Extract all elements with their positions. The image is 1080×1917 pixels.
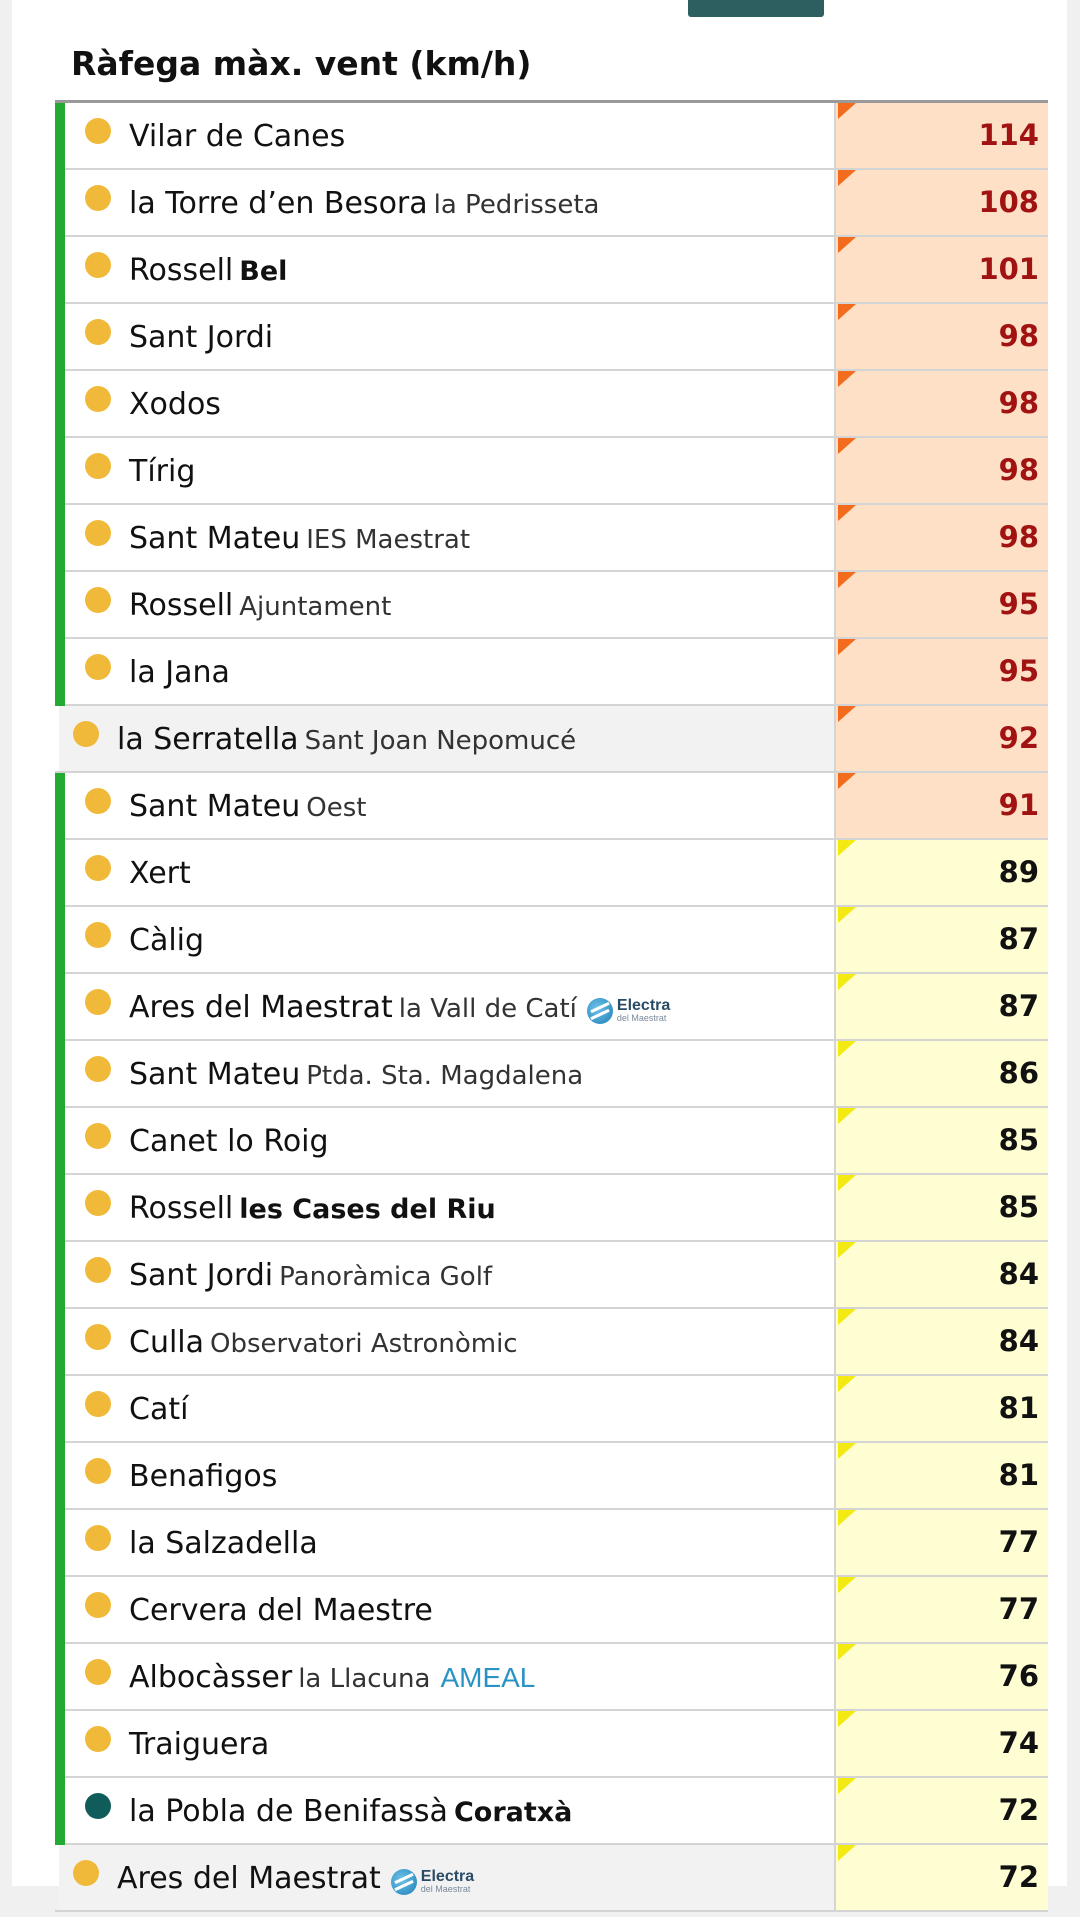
station-cell[interactable] <box>65 505 836 570</box>
station-label[interactable] <box>129 103 345 168</box>
status-dot-icon <box>85 855 111 881</box>
table-row[interactable] <box>55 237 1048 304</box>
level-flag-icon <box>838 1711 856 1727</box>
status-dot-icon <box>85 1726 111 1752</box>
gust-value: 86 <box>998 1056 1039 1090</box>
gust-value: 98 <box>998 319 1039 353</box>
level-flag-icon <box>838 1644 856 1660</box>
status-dot-icon <box>85 185 111 211</box>
station-label[interactable] <box>129 438 195 503</box>
gust-value-cell <box>836 572 1048 637</box>
gust-value: 89 <box>998 855 1039 889</box>
station-cell[interactable] <box>65 1577 836 1642</box>
table-row[interactable] <box>55 1175 1048 1242</box>
station-label[interactable] <box>129 1778 572 1843</box>
page-title: Ràfega màx. vent (km/h) <box>71 44 532 83</box>
station-label[interactable] <box>129 371 221 436</box>
station-label[interactable] <box>129 1309 518 1374</box>
gust-value: 84 <box>998 1324 1039 1358</box>
gust-value: 72 <box>998 1793 1039 1827</box>
station-label[interactable] <box>129 304 273 369</box>
station-name[interactable]: Sant Mateu <box>129 789 301 824</box>
station-name[interactable]: Xert <box>129 856 191 891</box>
level-flag-icon <box>838 1845 856 1861</box>
table-row[interactable] <box>55 1845 1048 1912</box>
level-flag-icon <box>838 304 856 320</box>
status-dot-icon <box>85 1123 111 1149</box>
status-dot-icon <box>85 788 111 814</box>
gust-value: 95 <box>998 587 1039 621</box>
level-flag-icon <box>838 103 856 119</box>
station-label[interactable] <box>129 572 391 637</box>
station-name[interactable]: la Serratella <box>117 722 299 757</box>
gust-value: 85 <box>998 1123 1039 1157</box>
gust-value-cell <box>836 371 1048 436</box>
station-name[interactable]: Rossell <box>129 1191 234 1226</box>
station-label[interactable] <box>129 1644 535 1709</box>
table-row[interactable] <box>55 1108 1048 1175</box>
station-label[interactable] <box>129 974 670 1039</box>
station-label[interactable] <box>129 1711 269 1776</box>
station-location: IES Maestrat <box>306 525 471 555</box>
table-row[interactable] <box>55 1041 1048 1108</box>
gust-value-cell <box>836 1309 1048 1374</box>
station-name[interactable]: Cervera del Maestre <box>129 1593 433 1628</box>
station-cell[interactable] <box>65 907 836 972</box>
table-row[interactable] <box>55 505 1048 572</box>
electra-wordmark <box>617 998 670 1023</box>
station-name[interactable]: la Torre d’en Besora <box>129 186 428 221</box>
gust-value: 87 <box>998 922 1039 956</box>
gust-value-cell <box>836 505 1048 570</box>
gust-value-cell <box>836 639 1048 704</box>
station-cell[interactable] <box>65 1778 836 1843</box>
station-cell[interactable] <box>59 1845 836 1910</box>
gust-value-cell <box>836 1242 1048 1307</box>
station-location: les Cases del Riu <box>239 1194 496 1225</box>
table-row[interactable] <box>55 1778 1048 1845</box>
station-label[interactable] <box>117 1845 474 1910</box>
station-cell[interactable] <box>65 1443 836 1508</box>
level-flag-icon <box>838 1041 856 1057</box>
station-cell[interactable] <box>65 170 836 235</box>
level-flag-icon <box>838 1376 856 1392</box>
gust-value-cell <box>836 170 1048 235</box>
status-dot-icon <box>85 1391 111 1417</box>
gust-value: 95 <box>998 654 1039 688</box>
table-row[interactable] <box>55 974 1048 1041</box>
station-cell[interactable] <box>65 572 836 637</box>
station-label[interactable] <box>129 237 287 302</box>
electra-wordmark-subtitle: del Maestrat <box>616 1013 667 1023</box>
table-row[interactable] <box>55 706 1048 773</box>
table-row[interactable] <box>55 438 1048 505</box>
gust-value: 101 <box>978 252 1039 286</box>
level-flag-icon <box>838 840 856 856</box>
station-cell[interactable] <box>65 304 836 369</box>
ameal-badge[interactable]: AMEAL <box>440 1662 536 1693</box>
station-name[interactable]: Sant Mateu <box>129 1057 301 1092</box>
table-row[interactable] <box>55 1309 1048 1376</box>
station-cell[interactable] <box>65 237 836 302</box>
gust-value: 84 <box>998 1257 1039 1291</box>
station-label[interactable] <box>129 1108 329 1173</box>
table-row[interactable] <box>55 371 1048 438</box>
station-name[interactable]: la Jana <box>129 655 230 690</box>
table-row[interactable] <box>55 1577 1048 1644</box>
gust-value-cell <box>836 304 1048 369</box>
gust-value-cell <box>836 103 1048 168</box>
station-name[interactable]: Sant Jordi <box>129 320 274 355</box>
gust-value: 91 <box>998 788 1039 822</box>
station-name[interactable]: Rossell <box>129 588 234 623</box>
station-label[interactable] <box>129 1041 583 1106</box>
station-name[interactable]: Càlig <box>129 923 205 958</box>
status-dot-icon <box>73 721 99 747</box>
station-label[interactable] <box>129 773 366 838</box>
gust-value-cell <box>836 1041 1048 1106</box>
table-row[interactable] <box>55 639 1048 706</box>
station-name[interactable]: la Pobla de Benifassà <box>129 1794 448 1829</box>
gust-value-cell <box>836 840 1048 905</box>
top-strip-cutoff <box>12 0 1067 16</box>
status-dot-icon <box>85 118 111 144</box>
gust-value: 81 <box>998 1391 1039 1425</box>
station-cell[interactable] <box>59 706 836 771</box>
station-name[interactable]: Canet lo Roig <box>129 1124 329 1159</box>
station-location: Panoràmica Golf <box>279 1262 493 1292</box>
station-label[interactable] <box>129 505 470 570</box>
station-label[interactable] <box>129 1242 492 1307</box>
level-flag-icon <box>838 1577 856 1593</box>
station-name[interactable]: Ares del Maestrat <box>117 1861 381 1896</box>
station-cell[interactable] <box>65 1041 836 1106</box>
electra-mark-icon <box>391 1869 417 1895</box>
gust-value: 85 <box>998 1190 1039 1224</box>
station-cell[interactable] <box>65 1510 836 1575</box>
status-dot-icon <box>85 587 111 613</box>
station-location: Coratxà <box>453 1797 573 1828</box>
station-name[interactable]: Vilar de Canes <box>129 119 346 154</box>
status-dot-icon <box>85 1525 111 1551</box>
station-name[interactable]: Ares del Maestrat <box>129 990 393 1025</box>
station-location: Sant Joan Nepomucé <box>304 726 577 756</box>
level-flag-icon <box>838 907 856 923</box>
gust-value-cell <box>836 706 1048 771</box>
station-cell[interactable] <box>65 438 836 503</box>
table-row[interactable] <box>55 1510 1048 1577</box>
level-flag-icon <box>838 1108 856 1124</box>
electra-logo-icon[interactable] <box>391 1869 474 1895</box>
station-location: la Llacuna <box>298 1664 431 1694</box>
gust-value-cell <box>836 1644 1048 1709</box>
station-cell[interactable] <box>65 1376 836 1441</box>
station-cell[interactable] <box>65 840 836 905</box>
station-name[interactable]: Albocàsser <box>129 1660 293 1695</box>
station-cell[interactable] <box>65 1175 836 1240</box>
electra-wordmark-subtitle: del Maestrat <box>420 1884 471 1894</box>
gust-value: 108 <box>978 185 1039 219</box>
station-name[interactable]: Sant Mateu <box>129 521 301 556</box>
level-flag-icon <box>838 170 856 186</box>
gust-value: 77 <box>998 1525 1039 1559</box>
station-label[interactable] <box>129 639 230 704</box>
station-label[interactable] <box>129 1443 277 1508</box>
station-label[interactable] <box>117 706 576 771</box>
station-name[interactable]: Tírig <box>129 454 196 489</box>
station-label[interactable] <box>129 840 191 905</box>
station-name[interactable]: Traiguera <box>129 1727 270 1762</box>
gust-value-cell <box>836 773 1048 838</box>
gust-value: 74 <box>998 1726 1039 1760</box>
status-dot-icon <box>85 1056 111 1082</box>
status-dot-icon <box>85 1190 111 1216</box>
level-flag-icon <box>838 1443 856 1459</box>
station-cell[interactable] <box>65 371 836 436</box>
status-dot-icon <box>85 1257 111 1283</box>
gust-value: 98 <box>998 520 1039 554</box>
status-dot-icon <box>85 386 111 412</box>
status-dot-icon <box>85 252 111 278</box>
table-row[interactable] <box>55 1376 1048 1443</box>
station-name[interactable]: Sant Jordi <box>129 1258 274 1293</box>
table-row[interactable] <box>55 773 1048 840</box>
gust-value-cell <box>836 907 1048 972</box>
station-location: Bel <box>239 256 288 287</box>
station-location: la Pedrisseta <box>433 190 600 220</box>
station-name[interactable]: Culla <box>129 1325 205 1360</box>
electra-wordmark-title: Electra <box>420 1868 475 1885</box>
gust-value-cell <box>836 1577 1048 1642</box>
status-dot-icon <box>85 654 111 680</box>
level-flag-icon <box>838 639 856 655</box>
level-flag-icon <box>838 1778 856 1794</box>
gust-value-cell <box>836 237 1048 302</box>
station-cell[interactable] <box>65 639 836 704</box>
table-row[interactable] <box>55 1644 1048 1711</box>
gust-value-cell <box>836 1711 1048 1776</box>
gust-value: 76 <box>998 1659 1039 1693</box>
gust-value-cell <box>836 1778 1048 1843</box>
gust-value: 77 <box>998 1592 1039 1626</box>
station-location: la Vall de Catí <box>398 994 577 1024</box>
station-label[interactable] <box>129 1376 188 1441</box>
gust-value-cell <box>836 438 1048 503</box>
station-name[interactable]: Benafigos <box>129 1459 278 1494</box>
level-flag-icon <box>838 438 856 454</box>
station-cell[interactable] <box>65 974 836 1039</box>
station-cell[interactable] <box>65 1108 836 1173</box>
gust-value-cell <box>836 1108 1048 1173</box>
station-cell[interactable] <box>65 1644 836 1709</box>
level-flag-icon <box>838 371 856 387</box>
level-flag-icon <box>838 1242 856 1258</box>
gust-value-cell <box>836 974 1048 1039</box>
level-flag-icon <box>838 706 856 722</box>
wind-gust-table <box>55 100 1048 1912</box>
status-dot-icon <box>73 1860 99 1886</box>
status-dot-icon <box>85 1592 111 1618</box>
gust-value: 72 <box>998 1860 1039 1894</box>
gust-value-cell <box>836 1845 1048 1910</box>
status-dot-icon <box>85 1458 111 1484</box>
level-flag-icon <box>838 974 856 990</box>
top-action-button[interactable] <box>688 0 824 17</box>
level-flag-icon <box>838 1309 856 1325</box>
table-row[interactable] <box>55 572 1048 639</box>
gust-value-cell <box>836 1443 1048 1508</box>
station-label[interactable] <box>129 1510 318 1575</box>
station-name[interactable]: Catí <box>129 1392 189 1427</box>
status-dot-icon <box>85 1659 111 1685</box>
station-location: Ajuntament <box>239 592 392 622</box>
station-label[interactable] <box>129 170 599 235</box>
station-cell[interactable] <box>65 1242 836 1307</box>
electra-mark-icon <box>587 998 613 1024</box>
table-row[interactable] <box>55 1443 1048 1510</box>
table-row[interactable] <box>55 1242 1048 1309</box>
level-flag-icon <box>838 773 856 789</box>
electra-wordmark <box>421 1869 474 1894</box>
electra-logo-icon[interactable] <box>587 998 670 1024</box>
station-name[interactable]: la Salzadella <box>129 1526 318 1561</box>
gust-value-cell <box>836 1376 1048 1441</box>
station-cell[interactable] <box>65 773 836 838</box>
page-card <box>12 0 1067 1896</box>
status-dot-icon <box>85 319 111 345</box>
status-dot-icon <box>85 922 111 948</box>
status-dot-icon <box>85 1324 111 1350</box>
station-location: Observatori Astronòmic <box>210 1329 518 1359</box>
status-dot-icon <box>85 989 111 1015</box>
level-flag-icon <box>838 1175 856 1191</box>
level-flag-icon <box>838 1510 856 1526</box>
table-row[interactable] <box>55 170 1048 237</box>
gust-value-cell <box>836 1510 1048 1575</box>
station-label[interactable] <box>129 1577 433 1642</box>
status-dot-icon <box>85 453 111 479</box>
station-name[interactable]: Rossell <box>129 253 234 288</box>
station-cell[interactable] <box>65 103 836 168</box>
gust-value: 98 <box>998 386 1039 420</box>
station-location: Oest <box>306 793 367 823</box>
status-dot-icon <box>85 1793 111 1819</box>
gust-value: 98 <box>998 453 1039 487</box>
level-flag-icon <box>838 237 856 253</box>
gust-value: 92 <box>998 721 1039 755</box>
table-row[interactable] <box>55 304 1048 371</box>
station-label[interactable] <box>129 1175 496 1240</box>
station-location: Ptda. Sta. Magdalena <box>306 1061 584 1091</box>
gust-value: 114 <box>978 118 1039 152</box>
table-row[interactable] <box>55 103 1048 170</box>
electra-wordmark-title: Electra <box>616 997 671 1014</box>
table-row[interactable] <box>55 840 1048 907</box>
station-cell[interactable] <box>65 1309 836 1374</box>
level-flag-icon <box>838 505 856 521</box>
level-flag-icon <box>838 572 856 588</box>
gust-value: 81 <box>998 1458 1039 1492</box>
gust-value: 87 <box>998 989 1039 1023</box>
station-label[interactable] <box>129 907 204 972</box>
table-row[interactable] <box>55 1711 1048 1778</box>
table-row[interactable] <box>55 907 1048 974</box>
station-name[interactable]: Xodos <box>129 387 221 422</box>
station-cell[interactable] <box>65 1711 836 1776</box>
status-dot-icon <box>85 520 111 546</box>
gust-value-cell <box>836 1175 1048 1240</box>
